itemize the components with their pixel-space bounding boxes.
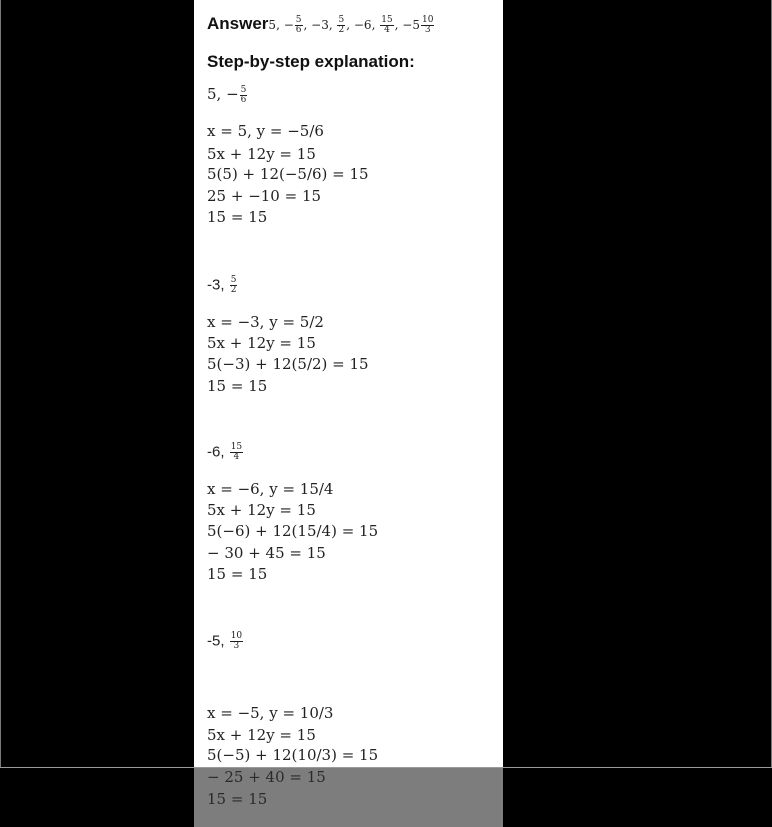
section-4-line-1: x = −5, y = 10/3: [207, 704, 334, 722]
explanation-heading: Step-by-step explanation:: [207, 52, 415, 71]
section-4-line-5: 15 = 15: [207, 790, 268, 808]
answer-values: 5, − $\frac{5}{6}$ , −3, $\frac{5}{2}$ , −6, $\frac{15}{4}$ , −5 $\frac{10}{3}$: [268, 15, 434, 35]
dimmed-overflow-region: [194, 768, 503, 827]
section-1-line-5: 15 = 15: [207, 208, 268, 226]
section-3-label: -6, $\frac{15}{4}$: [207, 442, 243, 462]
frame-left-edge: [0, 0, 1, 768]
section-1-line-4: 25 + −10 = 15: [207, 187, 322, 205]
section-4-line-2: 5x + 12y = 15: [207, 726, 316, 744]
section-3-line-5: 15 = 15: [207, 565, 268, 583]
section-2-line-3: 5(−3) + 12(5/2) = 15: [207, 355, 369, 373]
section-4-line-4: − 25 + 40 = 15: [207, 768, 326, 786]
answer-label: Answer: [207, 14, 269, 33]
section-1-line-2: 5x + 12y = 15: [207, 145, 316, 163]
section-4-label: -5, $\frac{10}{3}$: [207, 631, 243, 651]
section-3-line-1: x = −6, y = 15/4: [207, 480, 334, 498]
section-2-line-4: 15 = 15: [207, 377, 268, 395]
answer-header: [207, 14, 435, 35]
section-1-label: 5, − $\frac{5}{6}$: [207, 84, 247, 105]
answer-column: [194, 0, 503, 827]
section-2-label: -3, $\frac{5}{2}$: [207, 275, 237, 295]
section-4-line-3: 5(−5) + 12(10/3) = 15: [207, 746, 379, 764]
section-1-line-1: x = 5, y = −5/6: [207, 122, 324, 140]
section-1-line-3: 5(5) + 12(−5/6) = 15: [207, 165, 369, 183]
section-2-line-2: 5x + 12y = 15: [207, 334, 316, 352]
section-2-line-1: x = −3, y = 5/2: [207, 313, 324, 331]
section-3-line-3: 5(−6) + 12(15/4) = 15: [207, 522, 379, 540]
section-3-line-2: 5x + 12y = 15: [207, 501, 316, 519]
section-3-line-4: − 30 + 45 = 15: [207, 544, 326, 562]
